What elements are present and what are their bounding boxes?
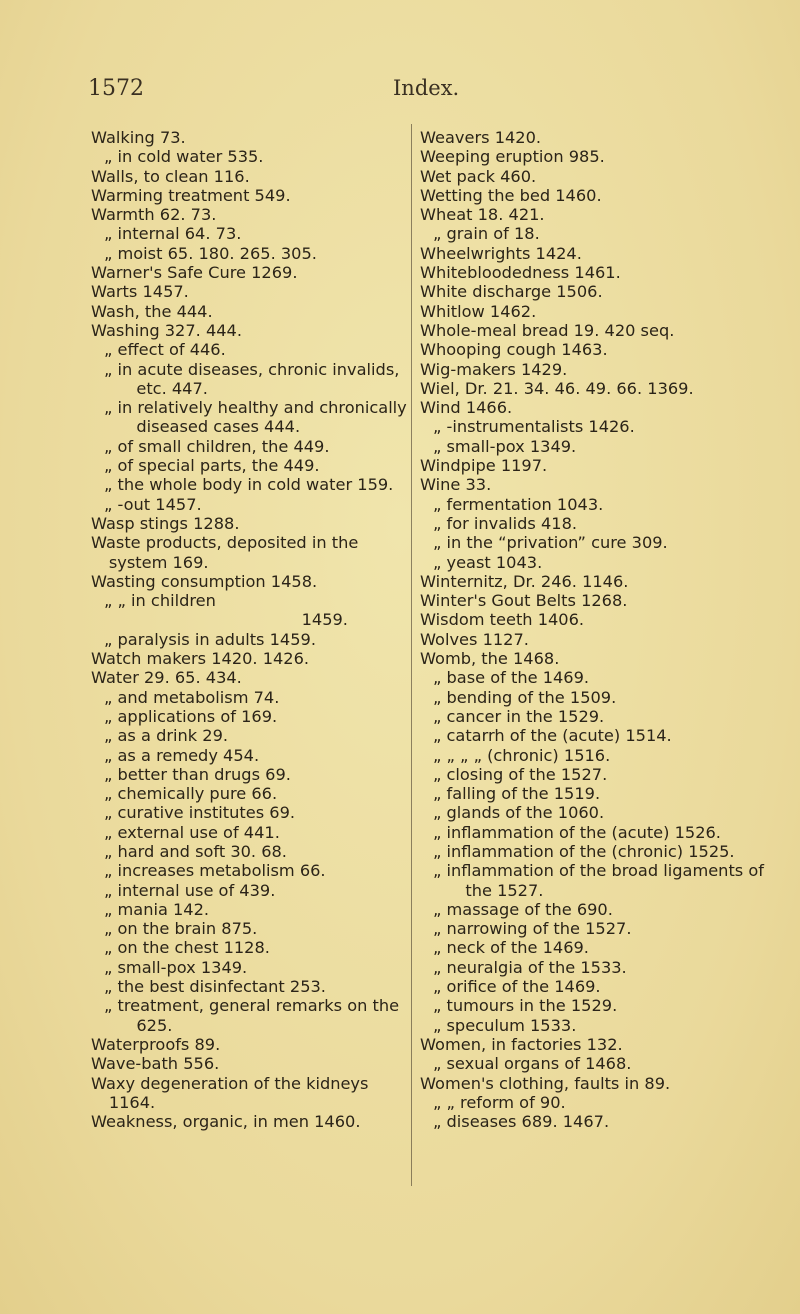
index-subentry: „ effect of 446. <box>103 340 226 360</box>
index-subentry: „ chemically pure 66. <box>103 784 278 804</box>
index-subentry: „ in acute diseases, chronic invalids, etc. 447. <box>103 359 400 398</box>
index-entry: White discharge 1506. <box>420 282 603 302</box>
index-subentry: „ the whole body in cold water 159. <box>103 475 394 495</box>
index-entry: Wave-bath 556. <box>91 1054 220 1074</box>
index-entry: Warner's Safe Cure 1269. <box>91 263 298 283</box>
index-entry: Wash, the 444. <box>91 301 213 321</box>
index-subentry: 1459. <box>301 610 348 630</box>
index-subentry: „ as a remedy 454. <box>103 745 260 765</box>
index-entry: Watch makers 1420. 1426. <box>91 649 310 669</box>
index-subentry: „ hard and soft 30. 68. <box>103 841 287 861</box>
index-subentry: „ internal 64. 73. <box>103 224 242 244</box>
running-head: Index. <box>393 76 460 100</box>
index-subentry: „ -out 1457. <box>103 494 202 514</box>
index-subentry: „ neuralgia of the 1533. <box>432 957 627 977</box>
index-entry: Water 29. 65. 434. <box>91 668 242 688</box>
index-subentry: „ bending of the 1509. <box>432 687 617 707</box>
index-subentry: „ in the “privation” cure 309. <box>432 533 668 553</box>
index-entry: Winternitz, Dr. 246. 1146. <box>420 571 629 591</box>
index-entry: Whole-meal bread 19. 420 seq. <box>420 320 675 340</box>
index-subentry: „ and metabolism 74. <box>103 687 280 707</box>
index-entry: Waste products, deposited in the system 169. <box>91 533 359 572</box>
index-subentry: „ the best disinfectant 253. <box>103 977 326 997</box>
index-entry: Wind 1466. <box>420 398 513 418</box>
index-subentry: „ „ „ „ (chronic) 1516. <box>432 745 611 765</box>
index-entry: Washing 327. 444. <box>91 320 242 340</box>
index-entry: Wig-makers 1429. <box>420 359 568 379</box>
index-subentry: „ inflammation of the (acute) 1526. <box>432 822 721 842</box>
index-column-right <box>420 128 770 1131</box>
index-subentry: „ small-pox 1349. <box>103 957 248 977</box>
index-subentry: „ mania 142. <box>103 899 210 919</box>
index-entry: Wetting the bed 1460. <box>420 185 602 205</box>
index-entry: Wasting consumption 1458. <box>91 571 318 591</box>
index-entry: Wasp stings 1288. <box>91 513 240 533</box>
index-subentry: „ yeast 1043. <box>432 552 543 572</box>
index-subentry: „ better than drugs 69. <box>103 764 291 784</box>
index-entry: Weeping eruption 985. <box>420 147 605 167</box>
index-subentry: „ speculum 1533. <box>432 1015 577 1035</box>
index-entry: Wheelwrights 1424. <box>420 243 582 263</box>
index-subentry: „ „ in children <box>103 591 216 611</box>
index-subentry: „ tumours in the 1529. <box>432 996 618 1016</box>
index-entry: Waterproofs 89. <box>91 1034 221 1054</box>
column-divider <box>411 124 412 1186</box>
index-entry: Weakness, organic, in men 1460. <box>91 1112 361 1132</box>
index-entry: Womb, the 1468. <box>420 649 560 669</box>
index-entry: Waxy degeneration of the kidneys 1164. <box>91 1073 369 1112</box>
index-entry: Weavers 1420. <box>420 128 542 147</box>
index-entry: Walls, to clean 116. <box>91 166 250 186</box>
index-column-left <box>91 128 407 1131</box>
index-subentry: „ cancer in the 1529. <box>432 706 605 726</box>
index-subentry: „ fermentation 1043. <box>432 494 604 514</box>
index-subentry: „ moist 65. 180. 265. 305. <box>103 243 317 263</box>
index-entry: Wisdom teeth 1406. <box>420 610 585 630</box>
index-subentry: „ external use of 441. <box>103 822 280 842</box>
index-subentry: „ applications of 169. <box>103 706 278 726</box>
index-entry: Whooping cough 1463. <box>420 340 608 360</box>
index-subentry: „ orifice of the 1469. <box>432 977 601 997</box>
index-subentry: „ massage of the 690. <box>432 899 613 919</box>
index-subentry: „ paralysis in adults 1459. <box>103 629 316 649</box>
index-subentry: „ in relatively healthy and chronically diseased cases 444. <box>103 398 407 437</box>
index-subentry: „ falling of the 1519. <box>432 784 601 804</box>
page-number: 1572 <box>88 76 144 101</box>
index-subentry: „ internal use of 439. <box>103 880 276 900</box>
index-subentry: „ on the brain 875. <box>103 919 258 939</box>
index-entry: Wiel, Dr. 21. 34. 46. 49. 66. 1369. <box>420 378 694 398</box>
index-subentry: „ in cold water 535. <box>103 147 264 167</box>
index-subentry: „ of special parts, the 449. <box>103 456 320 476</box>
index-subentry: „ closing of the 1527. <box>432 764 608 784</box>
index-subentry: „ diseases 689. 1467. <box>432 1112 610 1132</box>
index-subentry: „ curative institutes 69. <box>103 803 296 823</box>
index-subentry: „ -instrumentalists 1426. <box>432 417 635 437</box>
index-subentry: „ as a drink 29. <box>103 726 229 746</box>
index-subentry: „ neck of the 1469. <box>432 938 589 958</box>
index-entry: Whitebloodedness 1461. <box>420 263 621 283</box>
page-header <box>88 76 760 106</box>
index-subentry: „ catarrh of the (acute) 1514. <box>432 726 672 746</box>
index-entry: Whitlow 1462. <box>420 301 537 321</box>
index-subentry: „ glands of the 1060. <box>432 803 605 823</box>
index-subentry: „ small-pox 1349. <box>432 436 577 456</box>
index-entry: Warmth 62. 73. <box>91 205 217 225</box>
index-entry: Wine 33. <box>420 475 492 495</box>
index-entry: Walking 73. <box>91 128 186 147</box>
index-subentry: „ sexual organs of 1468. <box>432 1054 632 1074</box>
index-entry: Warming treatment 549. <box>91 185 291 205</box>
index-subentry: „ increases metabolism 66. <box>103 861 326 881</box>
index-subentry: „ base of the 1469. <box>432 668 590 688</box>
index-subentry: „ inflammation of the (chronic) 1525. <box>432 841 735 861</box>
index-subentry: „ for invalids 418. <box>432 513 578 533</box>
index-subentry: „ grain of 18. <box>432 224 540 244</box>
index-entry: Windpipe 1197. <box>420 456 548 476</box>
index-entry: Women's clothing, faults in 89. <box>420 1073 671 1093</box>
index-entry: Wheat 18. 421. <box>420 205 545 225</box>
index-entry: Wolves 1127. <box>420 629 529 649</box>
index-entry: Wet pack 460. <box>420 166 537 186</box>
index-subentry: „ „ reform of 90. <box>432 1092 566 1112</box>
index-entry: Warts 1457. <box>91 282 189 302</box>
index-entry: Women, in factories 132. <box>420 1034 623 1054</box>
index-subentry: „ narrowing of the 1527. <box>432 919 632 939</box>
index-subentry: „ treatment, general remarks on the 625. <box>103 996 400 1035</box>
index-subentry: „ of small children, the 449. <box>103 436 330 456</box>
index-subentry: „ inflammation of the broad ligaments of the 1527. <box>432 861 764 900</box>
index-entry: Winter's Gout Belts 1268. <box>420 591 628 611</box>
index-subentry: „ on the chest 1128. <box>103 938 270 958</box>
